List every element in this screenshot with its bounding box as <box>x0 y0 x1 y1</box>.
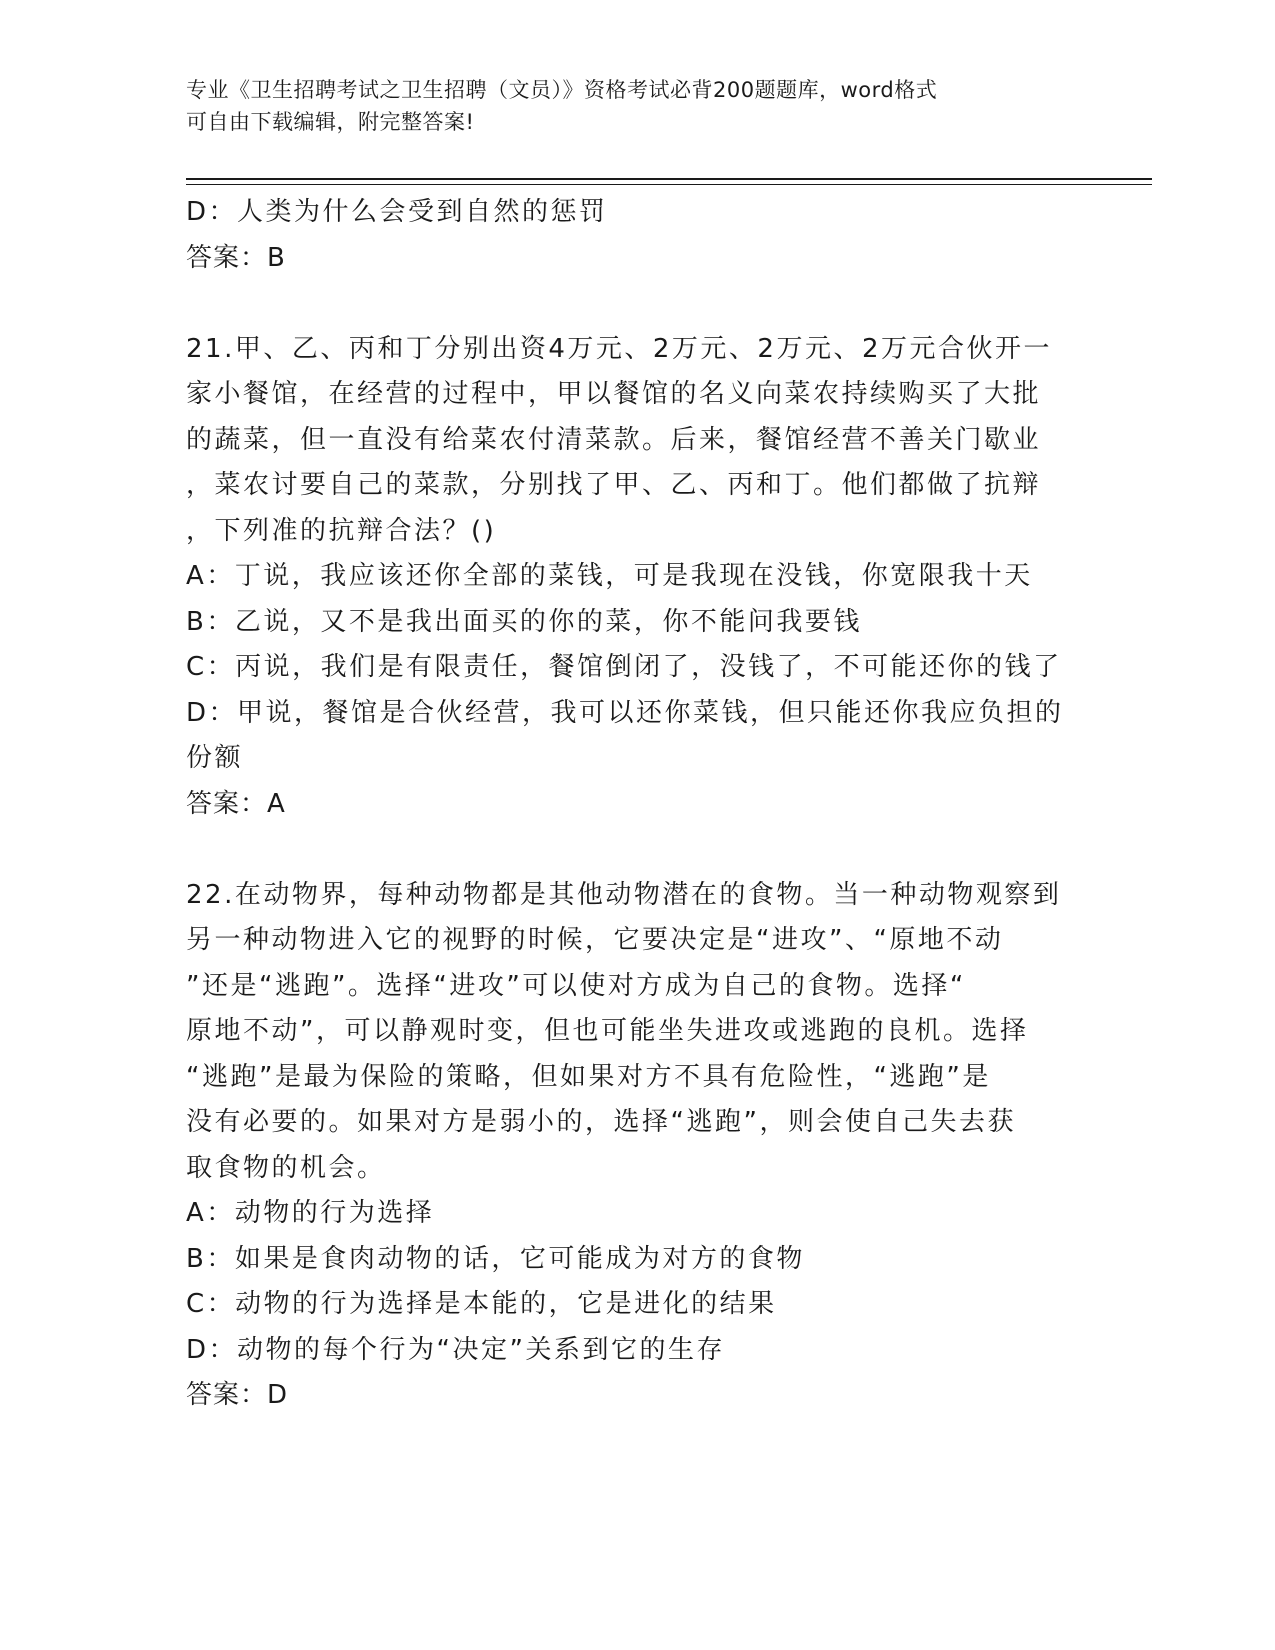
question-21-line-1: 21.甲、乙、丙和丁分别出资4万元、2万元、2万元、2万元合伙开一 <box>186 333 1053 364</box>
question-22-option-a: A：动物的行为选择 <box>186 1198 435 1228</box>
question-22-option-d: D：动物的每个行为“决定”关系到它的生存 <box>186 1334 725 1365</box>
question-22-line-7: 取食物的机会。 <box>186 1152 386 1183</box>
question-21-option-c: C：丙说，我们是有限责任，餐馆倒闭了，没钱了，不可能还你的钱了 <box>186 652 1062 682</box>
question-21-answer: 答案：A <box>186 788 286 819</box>
question-21-option-a: A：丁说，我应该还你全部的菜钱，可是我现在没钱，你宽限我十天 <box>186 561 1033 591</box>
question-21-line-3: 的蔬菜，但一直没有给菜农付清菜款。后来，餐馆经营不善关门歇业 <box>186 424 1042 455</box>
question-21-line-5: ，下列准的抗辩合法？() <box>186 515 497 546</box>
question-21-line-2: 家小餐馆，在经营的过程中，甲以餐馆的名义向菜农持续购买了大批 <box>186 379 1042 409</box>
question-22-option-c: C：动物的行为选择是本能的，它是进化的结果 <box>186 1289 777 1319</box>
question-22-line-6: 没有必要的。如果对方是弱小的，选择“逃跑”，则会使自己失去获 <box>186 1107 1016 1137</box>
header-line-2: 可自由下载编辑，附完整答案! <box>186 110 475 134</box>
question-21-option-b: B：乙说，又不是我出面买的你的菜，你不能问我要钱 <box>186 606 862 637</box>
question-22 <box>186 873 1086 1419</box>
prev-option-d: D：人类为什么会受到自然的惩罚 <box>186 197 608 227</box>
question-22-line-5: “逃跑”是最为保险的策略，但如果对方不具有危险性，“逃跑”是 <box>186 1061 991 1092</box>
header-divider-thin <box>186 184 1152 185</box>
spacer <box>186 827 1086 873</box>
question-21-option-d-line-2: 份额 <box>186 743 244 773</box>
question-21-option-d-line-1: D：甲说，餐馆是合伙经营，我可以还你菜钱，但只能还你我应负担的 <box>186 697 1064 728</box>
question-22-option-b: B：如果是食肉动物的话，它可能成为对方的食物 <box>186 1243 805 1274</box>
prev-answer: 答案：B <box>186 242 286 273</box>
question-22-line-2: 另一种动物进入它的视野的时候，它要决定是“进攻”、“原地不动 <box>186 925 1004 955</box>
spacer <box>186 281 1086 327</box>
question-22-line-4: 原地不动”，可以静观时变，但也可能坐失进攻或逃跑的良机。选择 <box>186 1016 1029 1046</box>
question-22-line-1: 22.在动物界，每种动物都是其他动物潜在的食物。当一种动物观察到 <box>186 879 1062 910</box>
document-body <box>186 190 1086 1419</box>
question-21 <box>186 327 1086 828</box>
question-21-line-4: ，菜农讨要自己的菜款，分别找了甲、乙、丙和丁。他们都做了抗辩 <box>186 470 1042 500</box>
question-22-line-3: ”还是“逃跑”。选择“进攻”可以使对方成为自己的食物。选择“ <box>186 970 966 1001</box>
page-header <box>186 74 1066 138</box>
header-divider-thick <box>186 178 1152 180</box>
question-22-answer: 答案：D <box>186 1380 289 1410</box>
header-line-1: 专业《卫生招聘考试之卫生招聘（文员）》资格考试必背200题题库，word格式 <box>186 78 938 102</box>
